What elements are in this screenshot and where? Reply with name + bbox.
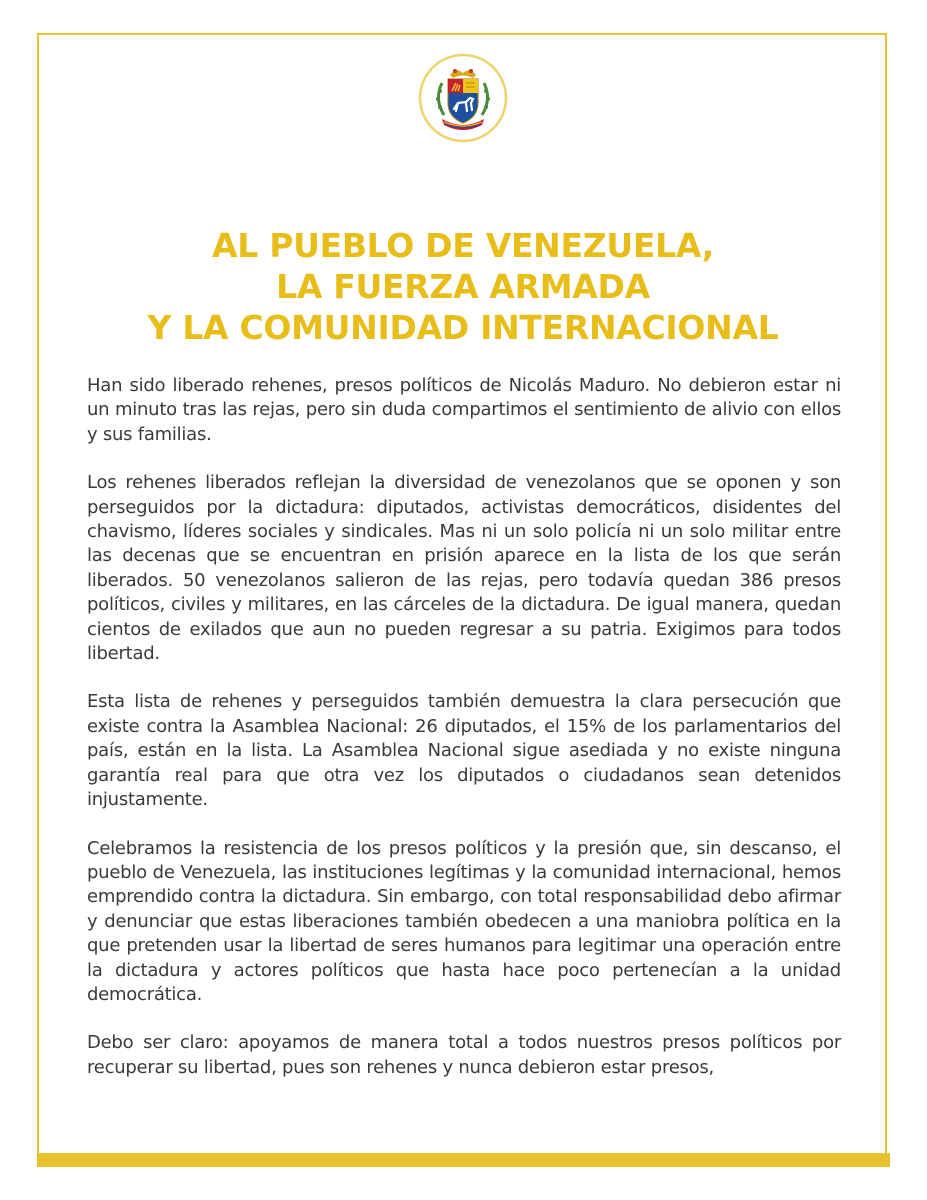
statement-body <box>87 374 841 1080</box>
paragraph: Esta lista de rehenes y perseguidos también demuestra la clara persecución que existe contra la Asamblea Nacional: 26 diputados, el 15% de los parlamentarios del país, están en la lista. La Asamblea Nacional sigue asediada y no existe ninguna garantía real para que otra vez los diputados o ciudadanos sean detenidos injustamente. <box>87 691 841 811</box>
paragraph: Debo ser claro: apoyamos de manera total a todos nuestros presos políticos por recuperar su libertad, pues son rehenes y nunca debieron estar presos, <box>87 1032 841 1078</box>
title-line-1: AL PUEBLO DE VENEZUELA, <box>212 226 714 265</box>
paragraph: Los rehenes liberados reflejan la diversidad de venezolanos que se oponen y son perseguidos por la dictadura: diputados, activistas democráticos, disidentes del chavismo, líderes sociales y sindicales. Mas ni un solo policía ni un solo militar entre las decenas que se encuentran en prisión aparece en la lista de los que serán liberados. 50 venezolanos salieron de las rejas, pero todavía quedan 386 presos políticos, civiles y militares, en las cárceles de la dictadura. De igual manera, quedan cientos de exilados que aun no pueden regresar a su patria. Exigimos para todos libertad. <box>87 472 841 665</box>
title-line-3: Y LA COMUNIDAD INTERNACIONAL <box>147 308 779 347</box>
paragraph: Han sido liberado rehenes, presos políticos de Nicolás Maduro. No debieron estar ni un minuto tras las rejas, pero sin duda compartimos el sentimiento de alivio con ellos y sus familias. <box>87 375 841 445</box>
statement-title <box>60 225 866 348</box>
paragraph: Celebramos la resistencia de los presos políticos y la presión que, sin descanso, el pueblo de Venezuela, las instituciones legítimas y la comunidad internacional, hemos emprendido contra la dictadura. Sin embargo, con total responsabilidad debo afirmar y denunciar que estas liberaciones también obedecen a una maniobra política en la que pretenden usar la libertad de seres humanos para legitimar una operación entre la dictadura y actores políticos que hasta hace poco pertenecían a la unidad democrática. <box>87 837 841 1005</box>
venezuela-coat-of-arms-icon <box>418 53 508 143</box>
title-line-2: LA FUERZA ARMADA <box>276 267 650 306</box>
footer-bar <box>37 1153 890 1167</box>
